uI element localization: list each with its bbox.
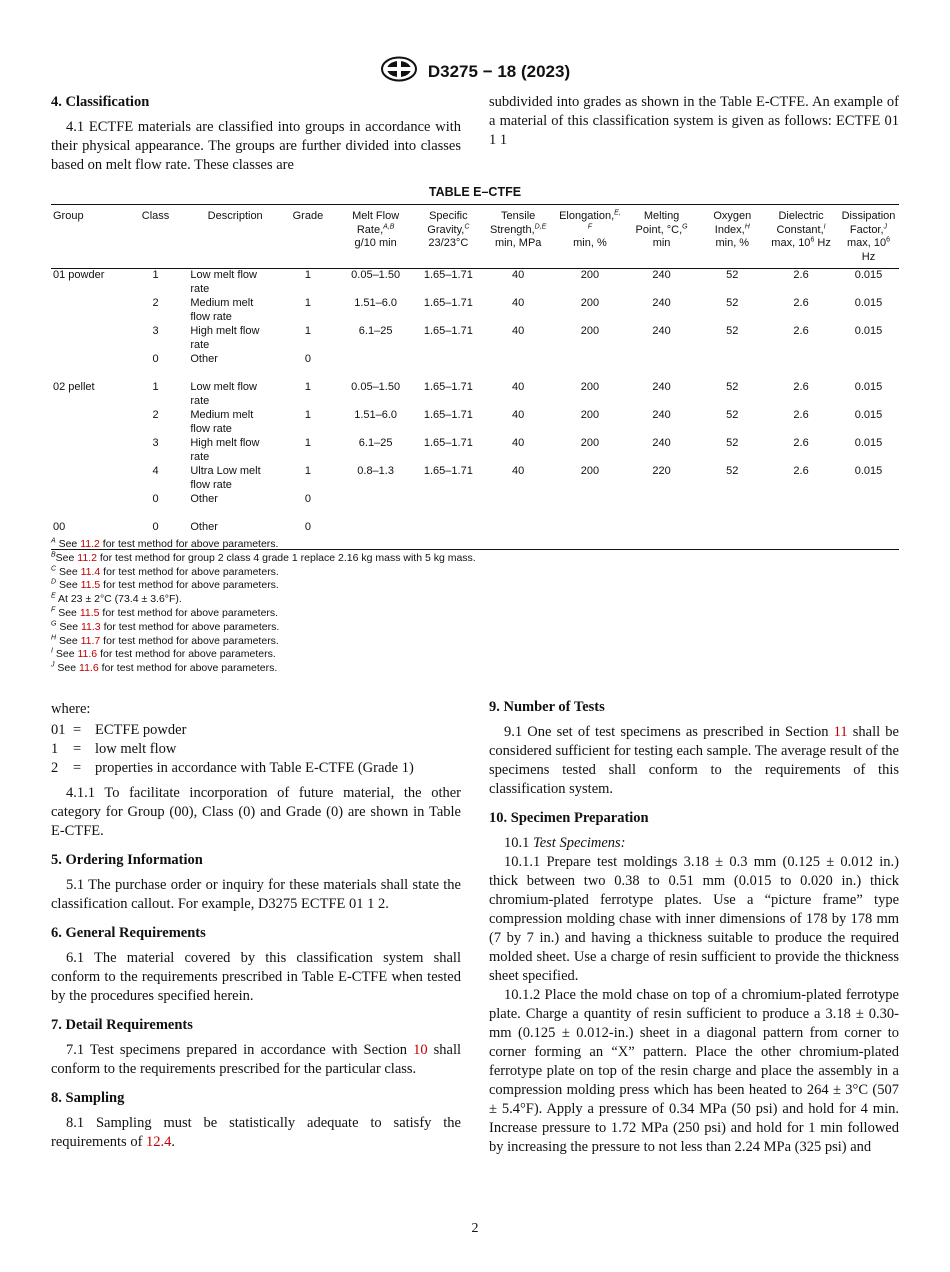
table-row bbox=[51, 325, 899, 353]
section-6-heading: 6. General Requirements bbox=[51, 925, 206, 941]
where-equals: = bbox=[73, 760, 82, 776]
table-cell-mfr: 1.51–6.0 bbox=[354, 297, 398, 309]
paragraph-9-1: 9.1 One set of test specimens as prescribed in Section 11 shall be considered sufficient for testing each sample. The average result of the specimens tested shall conform to the requirements of this classification system. bbox=[489, 724, 899, 797]
table-cell-dc: 2.6 bbox=[793, 465, 809, 477]
section-7-heading: 7. Detail Requirements bbox=[51, 1017, 193, 1033]
table-cell-mfr: 0.05–1.50 bbox=[351, 381, 401, 393]
col-melting-point: Melting Point, °C,$^G$ min bbox=[623, 205, 701, 269]
table-cell-oi: 52 bbox=[726, 437, 739, 449]
table-cell-class: 0 bbox=[152, 493, 159, 505]
table-cell-el bbox=[557, 521, 623, 550]
table-cell-df: 0.015 bbox=[854, 381, 883, 393]
classification-table bbox=[51, 204, 899, 550]
table-cell-mp bbox=[623, 493, 701, 521]
table-cell-desc: Other bbox=[190, 353, 218, 365]
section-10-heading: 10. Specimen Preparation bbox=[489, 810, 649, 826]
table-row bbox=[51, 353, 899, 381]
where-code: 01 bbox=[51, 722, 66, 738]
table-cell-group: 00 bbox=[51, 521, 123, 550]
section-4-heading: 4. Classification bbox=[51, 94, 150, 110]
paragraph-5-1: 5.1 The purchase order or inquiry for these materials shall state the classification callout. For example, D3275 ECTFE 01 1 2. bbox=[51, 877, 461, 912]
table-cell-sg bbox=[417, 353, 479, 381]
section-10-link[interactable]: 10 bbox=[413, 1042, 428, 1058]
table-cell-class: 0 bbox=[152, 353, 159, 365]
col-elongation: Elongation,$^{E,}$ $^F$ min, % bbox=[557, 205, 623, 269]
table-cell-group bbox=[51, 353, 123, 381]
table-row bbox=[51, 381, 899, 409]
table-cell-group bbox=[51, 325, 123, 353]
table-cell-ts: 40 bbox=[512, 437, 525, 449]
table-cell-grade: 1 bbox=[304, 465, 311, 477]
footnote-section-link[interactable]: 11.7 bbox=[80, 634, 101, 647]
page-header bbox=[0, 56, 950, 87]
col-group: Group bbox=[51, 205, 123, 269]
table-cell-mp: 220 bbox=[652, 465, 671, 477]
table-cell-df: 0.015 bbox=[854, 409, 883, 421]
table-row bbox=[51, 269, 899, 298]
table-cell-grade: 1 bbox=[304, 437, 311, 449]
table-cell-sg: 1.65–1.71 bbox=[423, 325, 473, 337]
table-caption: TABLE E–CTFE bbox=[428, 185, 522, 199]
footnote: $^A$ See 11.2 for test method for above parameters. bbox=[51, 537, 279, 550]
table-cell-sg: 1.65–1.71 bbox=[423, 465, 473, 477]
paragraph-7-1: 7.1 Test specimens prepared in accordance with Section 10 shall conform to the requirements prescribed for the particular class. bbox=[51, 1042, 461, 1077]
table-cell-oi: 52 bbox=[726, 269, 739, 281]
table-cell-class: 1 bbox=[152, 269, 159, 281]
table-cell-class: 2 bbox=[152, 297, 159, 309]
footnote-section-link[interactable]: 11.5 bbox=[80, 579, 101, 592]
table-cell-oi: 52 bbox=[726, 381, 739, 393]
table-cell-grade: 0 bbox=[304, 353, 311, 365]
table-cell-sg: 1.65–1.71 bbox=[423, 297, 473, 309]
footnote-section-link[interactable]: 11.5 bbox=[79, 606, 100, 619]
paragraph-4-1: 4.1 ECTFE materials are classified into groups in accordance with their physical appearance. The groups are further divided into classes based on melt flow rate. These classes are bbox=[51, 119, 461, 173]
table-cell-mp: 240 bbox=[652, 381, 671, 393]
table-cell-df bbox=[838, 353, 899, 381]
table-cell-dc: 2.6 bbox=[793, 297, 809, 309]
footnote: $^J$ See 11.6 for test method for above parameters. bbox=[51, 661, 278, 675]
table-cell-desc: Medium melt flow rate bbox=[190, 409, 254, 435]
table-cell-group bbox=[51, 297, 123, 325]
table-row bbox=[51, 437, 899, 465]
col-melt-flow: Melt Flow Rate,$^{A,B}$ g/10 min bbox=[334, 205, 418, 269]
left-column-top bbox=[51, 93, 461, 175]
table-cell-ts: 40 bbox=[512, 465, 525, 477]
table-cell-desc: Ultra Low melt flow rate bbox=[190, 465, 261, 491]
standard-designation: D3275 − 18 (2023) bbox=[427, 61, 571, 81]
table-cell-df: 0.015 bbox=[854, 325, 883, 337]
table-cell-class: 3 bbox=[152, 325, 159, 337]
table-footnotes bbox=[51, 538, 476, 676]
footnote: $^B$See 11.2 for test method for group 2 class 4 grade 1 replace 2.16 kg mass with 5 kg mass. bbox=[51, 551, 476, 564]
col-oxygen-index: Oxygen Index,$^H$ min, % bbox=[700, 205, 764, 269]
table-cell-mp: 240 bbox=[652, 325, 671, 337]
paragraph-10-1-2: 10.1.2 Place the mold chase on top of a chromium-plated ferrotype plate. Charge a quantity of resin sufficient to produce a 3.18 ± 0.30-mm (0.125 ± 0.012-in.) sheet in a diagonal pattern from corner to corner forming an “X” pattern. Place the other chromium-plated ferrotype plate on top of the resin charge and place the assembly in a compression molding press which has been heated to 264 ± 3°C (507 ± 5.4°F). Apply a pressure of 0.34 MPa (50 psi) and hold for 4 min. Increase pressure to 1.72 MPa (250 psi) and hold for 1 min followed by increasing the pressure to not less than 2.24 MPa (325 psi) and bbox=[489, 987, 899, 1155]
footnote-section-link[interactable]: 11.2 bbox=[77, 551, 97, 564]
table-cell-oi bbox=[700, 353, 764, 381]
table-cell-mp: 240 bbox=[652, 269, 671, 281]
where-list bbox=[51, 721, 461, 778]
paragraph-8-1: 8.1 Sampling must be statistically adequate to satisfy the requirements of 12.4. bbox=[51, 1115, 461, 1150]
footnote: $^D$ See 11.5 for test method for above parameters. bbox=[51, 578, 279, 592]
table-cell-mp: 240 bbox=[652, 409, 671, 421]
table-cell-grade: 0 bbox=[304, 493, 311, 505]
page-number: 2 bbox=[471, 1221, 479, 1236]
section-9-heading: 9. Number of Tests bbox=[489, 699, 605, 715]
where-equals: = bbox=[73, 722, 82, 738]
section-12-4-link[interactable]: 12.4 bbox=[146, 1134, 172, 1150]
left-column-bottom bbox=[51, 700, 461, 1152]
table-cell-el: 200 bbox=[580, 465, 600, 477]
table-cell-grade: 0 bbox=[282, 521, 334, 550]
table-cell-ts: 40 bbox=[512, 269, 525, 281]
right-column-top bbox=[489, 93, 899, 150]
where-code: 1 bbox=[51, 741, 59, 757]
table-cell-dc bbox=[764, 353, 838, 381]
right-column-bottom bbox=[489, 698, 899, 1157]
table-cell-grade: 1 bbox=[304, 269, 311, 281]
table-cell-class: 3 bbox=[152, 437, 159, 449]
section-5-heading: 5. Ordering Information bbox=[51, 852, 203, 868]
table-cell-mfr: 6.1–25 bbox=[358, 325, 393, 337]
table-cell-ts: 40 bbox=[512, 297, 525, 309]
table-cell-el bbox=[557, 353, 623, 381]
table-cell-dc: 2.6 bbox=[793, 325, 809, 337]
table-cell-el: 200 bbox=[580, 325, 600, 337]
table-cell-oi bbox=[700, 493, 764, 521]
paragraph-10-1: 10.1 Test Specimens: bbox=[504, 835, 626, 851]
where-meaning: properties in accordance with Table E-CTFE (Grade 1) bbox=[95, 760, 414, 776]
table-cell-df: 0.015 bbox=[854, 437, 883, 449]
table-cell-desc: High melt flow rate bbox=[190, 325, 260, 351]
table-cell-mp: 240 bbox=[652, 297, 671, 309]
table-cell-oi: 52 bbox=[726, 465, 739, 477]
table-cell-group bbox=[51, 493, 123, 521]
footnote: $^E$ At 23 ± 2°C (73.4 ± 3.6°F). bbox=[51, 592, 182, 606]
col-class: Class bbox=[123, 205, 189, 269]
table-cell-el: 200 bbox=[580, 297, 600, 309]
paragraph-4-1-1: 4.1.1 To facilitate incorporation of future material, the other category for Group (00), Class (0) and Grade (0) are shown in Table E-CTFE. bbox=[51, 785, 461, 839]
table-cell-el: 200 bbox=[580, 437, 600, 449]
table-cell-df: 0.015 bbox=[854, 465, 883, 477]
table-cell-dc bbox=[764, 493, 838, 521]
section-11-link[interactable]: 11 bbox=[833, 724, 848, 740]
table-cell-oi: 52 bbox=[726, 297, 739, 309]
table-cell-mp: 240 bbox=[652, 437, 671, 449]
table-cell-mfr bbox=[334, 353, 418, 381]
table-cell-oi: 52 bbox=[726, 325, 739, 337]
table-cell-mfr: 0.05–1.50 bbox=[351, 269, 401, 281]
table-cell-desc: Medium melt flow rate bbox=[190, 297, 254, 323]
footnote-section-link[interactable]: 11.6 bbox=[77, 648, 98, 661]
section-8-heading: 8. Sampling bbox=[51, 1090, 125, 1106]
table-cell-ts: 40 bbox=[512, 381, 525, 393]
table-cell-group: 02 pellet bbox=[53, 381, 95, 393]
footnote: $^C$ See 11.4 for test method for above parameters. bbox=[51, 565, 279, 578]
where-label: where: bbox=[51, 701, 91, 717]
table-cell-sg: 1.65–1.71 bbox=[423, 409, 473, 421]
table-cell-dc: 2.6 bbox=[793, 269, 809, 281]
table-cell-desc: Low melt flow rate bbox=[190, 269, 257, 295]
footnote-section-link[interactable]: 11.2 bbox=[80, 538, 100, 550]
table-cell-class: 4 bbox=[152, 465, 159, 477]
table-cell-mfr bbox=[334, 493, 418, 521]
footnote: $^I$ See 11.6 for test method for above parameters. bbox=[51, 647, 276, 661]
col-description: Description bbox=[188, 205, 282, 269]
table-cell-ts: 40 bbox=[512, 325, 525, 337]
table-cell-desc: Other bbox=[190, 493, 218, 505]
table-cell-grade: 1 bbox=[304, 381, 311, 393]
table-cell-df: 0.015 bbox=[854, 297, 883, 309]
table-cell-class: 0 bbox=[123, 521, 189, 550]
table-row bbox=[51, 409, 899, 437]
astm-logo-icon bbox=[380, 56, 418, 87]
table-cell-el bbox=[557, 493, 623, 521]
table-cell-dc bbox=[764, 521, 838, 550]
where-code: 2 bbox=[51, 760, 59, 776]
where-equals: = bbox=[73, 741, 82, 757]
table-cell-sg: 1.65–1.71 bbox=[423, 269, 473, 281]
table-cell-oi: 52 bbox=[726, 409, 739, 421]
table-row bbox=[51, 297, 899, 325]
table-cell-sg: 1.65–1.71 bbox=[423, 381, 473, 393]
footnote: $^H$ See 11.7 for test method for above parameters. bbox=[51, 634, 279, 647]
table-cell-dc: 2.6 bbox=[793, 409, 809, 421]
col-dielectric-constant: Dielectric Constant,$^I$ max, $10^6$ Hz bbox=[764, 205, 838, 269]
footnote: $^G$ See 11.3 for test method for above parameters. bbox=[51, 620, 280, 633]
table-cell-df bbox=[838, 493, 899, 521]
table-row bbox=[51, 465, 899, 493]
table-cell-el: 200 bbox=[580, 409, 600, 421]
where-meaning: low melt flow bbox=[95, 741, 177, 757]
table-cell-mfr: 0.8–1.3 bbox=[357, 465, 394, 477]
table-cell-mfr: 6.1–25 bbox=[358, 437, 393, 449]
table-cell-el: 200 bbox=[580, 381, 600, 393]
paragraph-10-1-1: 10.1.1 Prepare test moldings 3.18 ± 0.3 mm (0.125 ± 0.012 in.) thick between two 0.38 to 0.51 mm (0.015 to 0.020 in.) thick chromium-plated ferrotype plates. Use a “picture frame” type compression molding chase with inner dimensions of 178 by 178 mm (7 by 7 in.) and having a thickness suitable to produce the required molded sheet. Use a charge of resin sufficient to provide the thickness sheet specified. bbox=[489, 854, 899, 984]
table-row bbox=[51, 493, 899, 521]
table-cell-ts bbox=[479, 493, 557, 521]
table-header-row bbox=[51, 205, 899, 269]
footnote-section-link[interactable]: 11.3 bbox=[80, 620, 101, 633]
table-cell-ts bbox=[479, 353, 557, 381]
table-cell-df: 0.015 bbox=[854, 269, 883, 281]
where-meaning: ECTFE powder bbox=[95, 722, 187, 738]
table-cell-el: 200 bbox=[580, 269, 600, 281]
table-cell-class: 1 bbox=[152, 381, 159, 393]
table-cell-ts: 40 bbox=[512, 409, 525, 421]
table-cell-desc: High melt flow rate bbox=[190, 437, 260, 463]
table-cell-class: 2 bbox=[152, 409, 159, 421]
table-cell-oi bbox=[700, 521, 764, 550]
footnote-section-link[interactable]: 11.6 bbox=[79, 662, 99, 675]
paragraph-6-1: 6.1 The material covered by this classification system shall conform to the requirements prescribed in Table E-CTFE when tested by the procedures specified herein. bbox=[51, 950, 461, 1004]
table-cell-desc: Other bbox=[188, 521, 282, 550]
table-cell-group bbox=[51, 437, 123, 465]
table-cell-sg bbox=[417, 493, 479, 521]
table-cell-desc: Low melt flow rate bbox=[190, 381, 257, 407]
table-cell-group bbox=[51, 465, 123, 493]
col-dissipation-factor: Dissipation Factor,$^J$ max, $10^6$ Hz bbox=[838, 205, 899, 269]
col-specific-gravity: Specific Gravity,$^C$ 23/23°C bbox=[417, 205, 479, 269]
table-cell-grade: 1 bbox=[304, 297, 311, 309]
table-cell-sg: 1.65–1.71 bbox=[423, 437, 473, 449]
col-grade: Grade bbox=[282, 205, 334, 269]
table-cell-mp bbox=[623, 521, 701, 550]
col-tensile-strength: Tensile Strength,$^{D,E}$ min, MPa bbox=[479, 205, 557, 269]
table-cell-group: 01 powder bbox=[53, 269, 105, 281]
table-cell-mp bbox=[623, 353, 701, 381]
table-cell-df bbox=[838, 521, 899, 550]
paragraph-4-1-continued: subdivided into grades as shown in the Table E-CTFE. An example of a material of this classification system is given as follows: ECTFE 01 1 1 bbox=[489, 94, 899, 148]
table-cell-dc: 2.6 bbox=[793, 381, 809, 393]
footnote-section-link[interactable]: 11.4 bbox=[80, 565, 101, 578]
table-cell-dc: 2.6 bbox=[793, 437, 809, 449]
table-cell-group bbox=[51, 409, 123, 437]
table-cell-mfr: 1.51–6.0 bbox=[354, 409, 398, 421]
footnote: $^F$ See 11.5 for test method for above parameters. bbox=[51, 606, 279, 619]
table-cell-grade: 1 bbox=[304, 409, 311, 421]
table-cell-grade: 1 bbox=[304, 325, 311, 337]
table-cell-ts bbox=[479, 521, 557, 550]
